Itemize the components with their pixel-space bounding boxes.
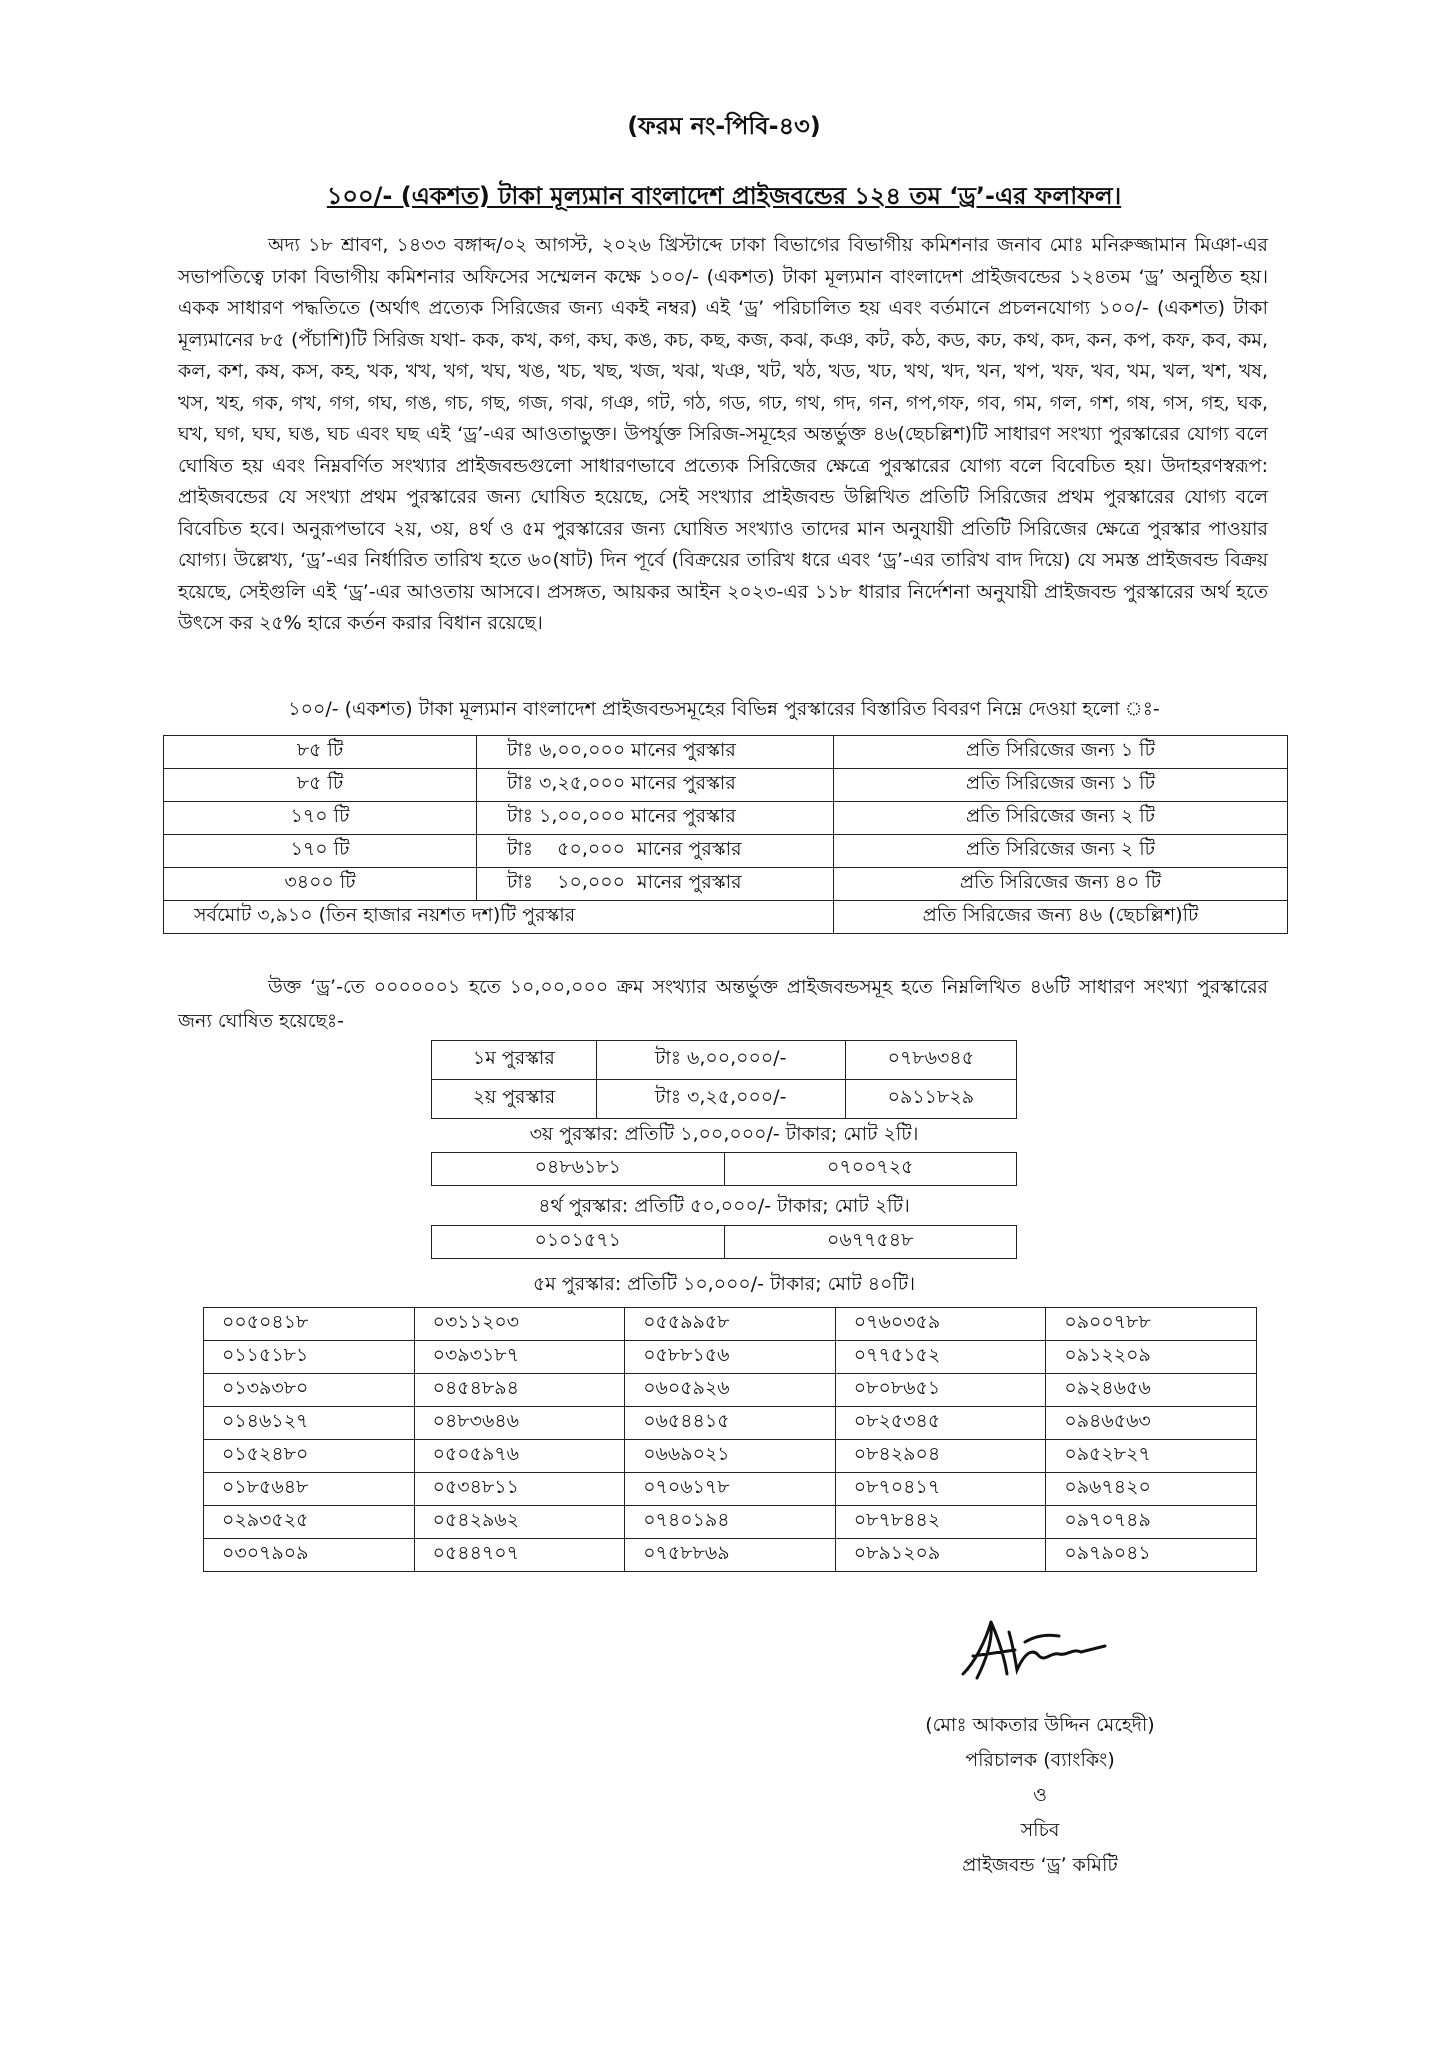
- prize-number: ০৫৩৪৮১১: [414, 1473, 625, 1506]
- prize-per-series: প্রতি সিরিজের জন্য ৪০ টি: [834, 868, 1288, 901]
- table-row: [204, 1407, 1257, 1440]
- table-row: [164, 868, 1288, 901]
- prize-per-series: প্রতি সিরিজের জন্য ২ টি: [834, 835, 1288, 868]
- prize-number: ০৬০৫৯২৬: [625, 1374, 836, 1407]
- prize-number: ০১৮৫৬৪৮: [204, 1473, 415, 1506]
- prize-total-left: সর্বমোট ৩,৯১০ (তিন হাজার নয়শত দশ)টি পুরস্কার: [164, 901, 834, 934]
- prize-number: ০১৫২৪৮০: [204, 1440, 415, 1473]
- table-row: [432, 1153, 1017, 1186]
- form-number: (ফরম নং-পিবি-৪৩): [627, 112, 821, 140]
- prize-number: ০৯৭৯০৪১: [1046, 1539, 1257, 1572]
- prize-per-series: প্রতি সিরিজের জন্য ১ টি: [834, 736, 1288, 769]
- prize-number: ০১৩৯৩৮০: [204, 1374, 415, 1407]
- fourth-prize-table: [431, 1225, 1017, 1259]
- fourth-prize-heading: ৪র্থ পুরস্কার: প্রতিটি ৫০,০০০/- টাকার; মোট ২টি।: [538, 1195, 910, 1217]
- prize-number: ০২৯৩৫২৫: [204, 1506, 415, 1539]
- prize-number: ০৫৮৮১৫৬: [625, 1341, 836, 1374]
- table-row: [204, 1374, 1257, 1407]
- table-row: [432, 1080, 1017, 1119]
- table-row: [204, 1341, 1257, 1374]
- prize-summary-table: [163, 735, 1288, 934]
- table-row: [204, 1308, 1257, 1341]
- third-prize-heading: ৩য় পুরস্কার: প্রতিটি ১,০০,০০০/- টাকার; মোট ২টি।: [529, 1123, 919, 1145]
- prize-number: ০৭৮৬৩৪৫: [845, 1041, 1016, 1080]
- table-total-row: [164, 901, 1288, 934]
- prize-per-series: প্রতি সিরিজের জন্য ২ টি: [834, 802, 1288, 835]
- prize-count: ৩৪০০ টি: [164, 868, 477, 901]
- prize-number: ০৭০৬১৭৮: [625, 1473, 836, 1506]
- prize-number: ০৭৪০১৯৪: [625, 1506, 836, 1539]
- prize-number: ০৩১১২০৩: [414, 1308, 625, 1341]
- prize-number: ০৬৫৪৪১৫: [625, 1407, 836, 1440]
- prize-number: ০৮৯১২০৯: [835, 1539, 1046, 1572]
- signatory-name: (মোঃ আকতার উদ্দিন মেহেদী): [925, 1714, 1155, 1736]
- prize-number: ০৯৫২৮২৭: [1046, 1440, 1257, 1473]
- prize-number: ০৫৪২৯৬২: [414, 1506, 625, 1539]
- document-title: ১০০/- (একশত) টাকা মূল্যমান বাংলাদেশ প্রাইজবন্ডের ১২৪ তম ‘ড্র’-এর ফলাফল।: [326, 182, 1122, 210]
- table-row: [204, 1440, 1257, 1473]
- prize-number: ০৫৪৪৭০৭: [414, 1539, 625, 1572]
- prize-number: ০৮৭৮৪৪২: [835, 1506, 1046, 1539]
- declared-numbers-paragraph: উক্ত ‘ড্র’-তে ০০০০০০১ হতে ১০,০০,০০০ ক্রম সংখ্যার অন্তর্ভুক্ত প্রাইজবন্ডসমূহ হতে নিম্নলিখিত ৪৬টি সাধারণ সংখ্যা পুরস্কারের জন্য ঘোষিত হয়েছেঃ-: [178, 976, 1268, 1032]
- prize-number: ০৩০৭৯০৯: [204, 1539, 415, 1572]
- signatory-committee: প্রাইজবন্ড ‘ড্র’ কমিটি: [962, 1854, 1118, 1876]
- prize-number: ০৬৬৯০২১: [625, 1440, 836, 1473]
- prize-total-right: প্রতি সিরিজের জন্য ৪৬ (ছেচল্লিশ)টি: [834, 901, 1288, 934]
- signatory-title: পরিচালক (ব্যাংকিং): [965, 1749, 1115, 1771]
- prize-number: ০৪৮৬১৮১: [432, 1153, 725, 1186]
- signatory-and: ও: [1033, 1784, 1047, 1806]
- prize-value: টাঃ ৫০,০০০ মানের পুরস্কার: [477, 835, 834, 868]
- signatory-title-secretary: সচিব: [1020, 1819, 1060, 1841]
- signatory-block: [820, 1708, 1260, 1883]
- prize-intro: ১০০/- (একশত) টাকা মূল্যমান বাংলাদেশ প্রাইজবন্ডসমূহের বিভিন্ন পুরস্কারের বিস্তারিত বিবরণ নিম্নে দেওয়া হলো ঃ-: [288, 698, 1160, 720]
- table-row: [164, 769, 1288, 802]
- prize-number: ০৯৭০৭৪৯: [1046, 1506, 1257, 1539]
- signature: [955, 1612, 1115, 1692]
- prize-count: ৮৫ টি: [164, 769, 477, 802]
- prize-value: টাঃ ১০,০০০ মানের পুরস্কার: [477, 868, 834, 901]
- prize-count: ১৭০ টি: [164, 835, 477, 868]
- table-row: [164, 736, 1288, 769]
- table-row: [204, 1539, 1257, 1572]
- prize-number: ০৫০৫৯৭৬: [414, 1440, 625, 1473]
- fifth-prize-heading: ৫ম পুরস্কার: প্রতিটি ১০,০০০/- টাকার; মোট ৪০টি।: [532, 1273, 916, 1295]
- prize-number: ০৭০০৭২৫: [724, 1153, 1017, 1186]
- prize-number: ০৯২৪৬৫৬: [1046, 1374, 1257, 1407]
- table-row: [204, 1506, 1257, 1539]
- prize-count: ৮৫ টি: [164, 736, 477, 769]
- prize-number: ০১০১৫৭১: [432, 1226, 725, 1259]
- table-row: [164, 835, 1288, 868]
- prize-number: ০১৪৬১২৭: [204, 1407, 415, 1440]
- third-prize-table: [431, 1152, 1017, 1186]
- prize-amount: টাঃ ৩,২৫,০০০/-: [596, 1080, 845, 1119]
- prize-number: ০৯৬৭৪২০: [1046, 1473, 1257, 1506]
- main-paragraph: অদ্য ১৮ শ্রাবণ, ১৪৩৩ বঙ্গাব্দ/০২ আগস্ট, ২০২৬ খ্রিস্টাব্দে ঢাকা বিভাগের বিভাগীয় কমিশনার জনাব মোঃ মনিরুজ্জামান মিঞা-এর সভাপতিত্বে ঢাকা বিভাগীয় কমিশনার অফিসের সম্মেলন কক্ষে ১০০/- (একশত) টাকা মূল্যমান বাংলাদেশ প্রাইজবন্ডের ১২৪তম ‘ড্র’ অনুষ্ঠিত হয়। একক সাধারণ পদ্ধতিতে (অর্থাৎ প্রত্যেক সিরিজের জন্য একই নম্বর) এই ‘ড্র’ পরিচালিত হয় এবং বর্তমানে প্রচলনযোগ্য ১০০/- (একশত) টাকা মূল্যমানের ৮৫ (পঁচাশি)টি সিরিজ যথা- কক, কখ, কগ, কঘ, কঙ, কচ, কছ, কজ, কঝ, কঞ, কট, কঠ, কড, কঢ, কথ, কদ, কন, কপ, কফ, কব, কম, কল, কশ, কষ, কস, কহ, খক, খখ, খগ, খঘ, খঙ, খচ, খছ, খজ, খঝ, খঞ, খট, খঠ, খড, খঢ, খথ, খদ, খন, খপ, খফ, খব, খম, খল, খশ, খষ, খস, খহ, গক, গখ, গগ, গঘ, গঙ, গচ, গছ, গজ, গঝ, গঞ, গট, গঠ, গড, গঢ, গথ, গদ, গন, গপ,গফ, গব, গম, গল, গশ, গষ, গস, গহ, ঘক, ঘখ, ঘগ, ঘঘ, ঘঙ, ঘচ এবং ঘছ এই ‘ড্র’-এর আওতাভুক্ত। উপর্যুক্ত সিরিজ-সমূহের অন্তর্ভুক্ত ৪৬(ছেচল্লিশ)টি সাধারণ সংখ্যা পুরস্কারের যোগ্য বলে ঘোষিত হয় এবং নিম্নবর্ণিত সংখ্যার প্রাইজবন্ডগুলো সাধারণভাবে প্রত্যেক সিরিজের ক্ষেত্রে পুরস্কারের যোগ্য বলে বিবেচিত হয়। উদাহরণস্বরূপ: প্রাইজবন্ডের যে সংখ্যা প্রথম পুরস্কারের জন্য ঘোষিত হয়েছে, সেই সংখ্যার প্রাইজবন্ড উল্লিখিত প্রতিটি সিরিজের প্রথম পুরস্কারের যোগ্য বলে বিবেচিত হবে। অনুরূপভাবে ২য়, ৩য়, ৪র্থ ও ৫ম পুরস্কারের জন্য ঘোষিত সংখ্যাও তাদের মান অনুযায়ী প্রতিটি সিরিজের ক্ষেত্রে পুরস্কার পাওয়ার যোগ্য। উল্লেখ্য, ‘ড্র’-এর নির্ধারিত তারিখ হতে ৬০(ষাট) দিন পূর্বে (বিক্রয়ের তারিখ ধরে এবং ‘ড্র’-এর তারিখ বাদ দিয়ে) যে সমস্ত প্রাইজবন্ড বিক্রয় হয়েছে, সেইগুলি এই ‘ড্র’-এর আওতায় আসবে। প্রসঙ্গত, আয়কর আইন ২০২৩-এর ১১৮ ধারার নির্দেশনা অনুযায়ী প্রাইজবন্ড পুরস্কারের অর্থ হতে উৎসে কর ২৫% হারে কর্তন করার বিধান রয়েছে।: [178, 234, 1269, 634]
- prize-number: ০৮০৮৬৫১: [835, 1374, 1046, 1407]
- prize-number: ০৮২৫৩৪৫: [835, 1407, 1046, 1440]
- prize-value: টাঃ ১,০০,০০০ মানের পুরস্কার: [477, 802, 834, 835]
- prize-value: টাঃ ৬,০০,০০০ মানের পুরস্কার: [477, 736, 834, 769]
- prize-label: ১ম পুরস্কার: [432, 1041, 597, 1080]
- prize-number: ০১১৫১৮১: [204, 1341, 415, 1374]
- prize-number: ০৪৫৪৮৯৪: [414, 1374, 625, 1407]
- table-row: [432, 1226, 1017, 1259]
- prize-number: ০৯১১৮২৯: [845, 1080, 1016, 1119]
- prize-number: ০৪৮৩৬৪৬: [414, 1407, 625, 1440]
- prize-number: ০৮৪২৯০৪: [835, 1440, 1046, 1473]
- prize-number: ০৫৫৯৯৫৮: [625, 1308, 836, 1341]
- prize-number: ০৮৭০৪১৭: [835, 1473, 1046, 1506]
- table-row: [204, 1473, 1257, 1506]
- top-prize-table: [431, 1040, 1017, 1119]
- prize-value: টাঃ ৩,২৫,০০০ মানের পুরস্কার: [477, 769, 834, 802]
- prize-per-series: প্রতি সিরিজের জন্য ১ টি: [834, 769, 1288, 802]
- prize-number: ০৭৬০৩৫৯: [835, 1308, 1046, 1341]
- prize-amount: টাঃ ৬,০০,০০০/-: [596, 1041, 845, 1080]
- prize-number: ০৯১২২০৯: [1046, 1341, 1257, 1374]
- table-row: [164, 802, 1288, 835]
- prize-count: ১৭০ টি: [164, 802, 477, 835]
- prize-number: ০৩৯৩১৮৭: [414, 1341, 625, 1374]
- prize-number: ০৯০০৭৮৮: [1046, 1308, 1257, 1341]
- prize-label: ২য় পুরস্কার: [432, 1080, 597, 1119]
- prize-number: ০৭৫৮৮৬৯: [625, 1539, 836, 1572]
- table-row: [432, 1041, 1017, 1080]
- prize-number: ০৯৪৬৫৬৩: [1046, 1407, 1257, 1440]
- fifth-prize-table: [203, 1307, 1257, 1572]
- prize-number: ০৭৭৫১৫২: [835, 1341, 1046, 1374]
- prize-number: ০০৫০৪১৮: [204, 1308, 415, 1341]
- prize-number: ০৬৭৭৫৪৮: [724, 1226, 1017, 1259]
